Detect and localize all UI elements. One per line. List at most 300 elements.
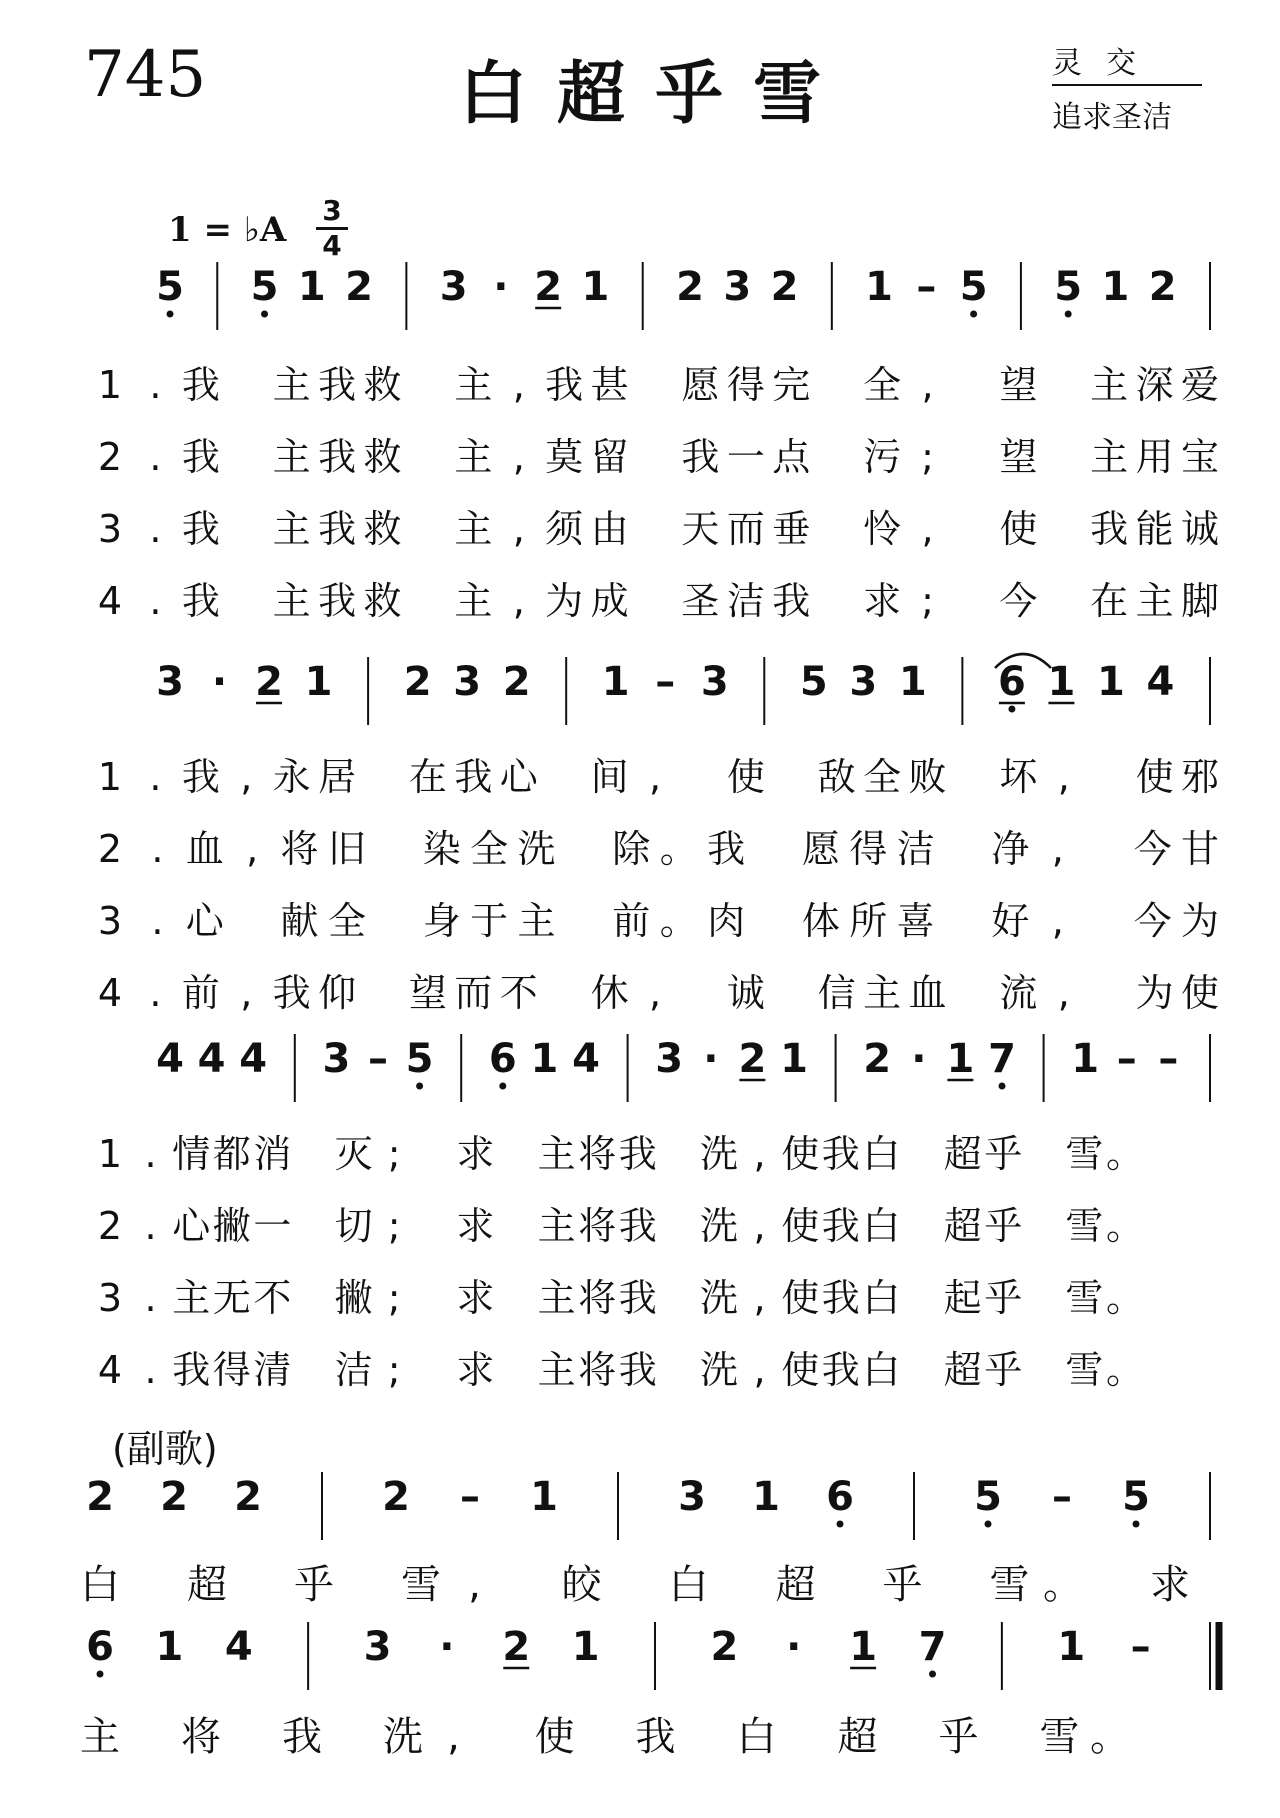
lyric-char: 3	[97, 899, 123, 943]
octave-dot	[416, 1083, 423, 1090]
lyric-char: ,	[921, 507, 934, 551]
note: 5	[405, 1036, 434, 1082]
lyric-char: 愿	[801, 827, 840, 871]
lyric-char: 撇	[334, 1276, 373, 1320]
lyric-char: 我	[181, 755, 220, 799]
lyric-char: 1	[97, 1132, 123, 1176]
lyric-char: 我	[318, 435, 357, 479]
lyric-char: 居	[318, 755, 357, 799]
lyric-char: 心	[499, 755, 538, 799]
lyric-char: 超	[943, 1348, 982, 1392]
lyric-char: 身	[422, 899, 461, 943]
lyric-char: 1	[97, 363, 123, 407]
lyric-char: ,	[1051, 899, 1064, 943]
lyric-char: 喜	[896, 899, 935, 943]
lyric-char: .	[149, 507, 162, 551]
note: 2	[382, 1474, 410, 1520]
lyric-char: 一	[726, 435, 765, 479]
note: ·	[786, 1624, 802, 1670]
lyric-char: 为	[1180, 899, 1220, 943]
note: 5	[1054, 264, 1083, 310]
lyric-char: ,	[512, 435, 525, 479]
lyric-char: 我	[282, 1714, 322, 1760]
note: 3	[156, 659, 184, 705]
lyric-char: 为	[545, 579, 584, 623]
octave-dot	[97, 1671, 104, 1678]
note: 1	[1071, 1036, 1100, 1082]
lyric-char: ,	[512, 507, 525, 551]
lyric-char: ,	[753, 1276, 766, 1320]
lyric-char: 主	[537, 1276, 576, 1320]
lyric-char: 救	[363, 435, 402, 479]
lyric-char: 将	[578, 1204, 617, 1248]
lyric-char: 求	[456, 1132, 495, 1176]
lyric-char: 成	[590, 579, 629, 623]
note: 2	[345, 264, 374, 310]
lyric-char: 全	[863, 755, 902, 799]
note: 4	[572, 1036, 600, 1082]
note: 2	[1148, 264, 1177, 310]
lyric-char: 使	[1135, 755, 1174, 799]
lyric-char: 雪	[1065, 1348, 1104, 1392]
note: –	[368, 1036, 388, 1082]
lyric-char: .	[144, 1348, 157, 1392]
lyric-char: 白	[862, 1132, 901, 1176]
octave-dot	[970, 311, 977, 318]
note: –	[460, 1474, 480, 1520]
lyric-char: 好	[991, 899, 1030, 943]
lyric-char: 使	[1180, 971, 1220, 1015]
lyric-char: ,	[468, 1562, 481, 1608]
note: 5	[959, 264, 988, 310]
lyric-char: 我	[318, 363, 357, 407]
lyric-char: 败	[908, 755, 947, 799]
note: ·	[439, 1624, 455, 1670]
note: –	[916, 264, 937, 310]
lyric-char: 雪	[1039, 1714, 1080, 1760]
lyric-char: 染	[422, 827, 461, 871]
lyric-char: 撇	[212, 1204, 251, 1248]
lyric-char: 我	[181, 507, 220, 551]
note: 4	[156, 1036, 184, 1082]
lyric-char: 救	[363, 507, 402, 551]
lyric-char: 主	[272, 507, 311, 551]
lyric-char: 莫	[545, 435, 584, 479]
lyric-char: 主	[80, 1714, 120, 1760]
lyric-char: 我	[821, 1204, 860, 1248]
note: 3	[723, 264, 752, 310]
lyric-char: 不	[499, 971, 538, 1015]
lyric-char: 污	[863, 435, 902, 479]
lyric-char: 。	[1090, 1714, 1130, 1760]
note: –	[1158, 1036, 1179, 1082]
note: 5	[250, 264, 279, 310]
lyric-char: 主	[517, 899, 556, 943]
note: 3	[439, 264, 468, 310]
lyric-char: 超	[837, 1714, 878, 1760]
lyric-char: 洗	[699, 1276, 739, 1320]
lyric-char: 仰	[318, 971, 357, 1015]
lyric-char: 3	[97, 507, 123, 551]
lyric-char: 我	[772, 579, 811, 623]
lyric-char: ,	[753, 1204, 766, 1248]
note: 1	[1057, 1624, 1086, 1670]
lyric-char: 超	[187, 1562, 227, 1608]
octave-dot	[985, 1521, 992, 1528]
octave-dot	[261, 311, 268, 318]
lyric-char: 主	[454, 435, 493, 479]
lyric-char: 血	[185, 827, 224, 871]
note: 1	[946, 1036, 975, 1082]
lyric-char: 坏	[999, 755, 1038, 799]
lyric-char: 除	[612, 827, 651, 871]
lyric-char: ;	[921, 579, 934, 623]
lyric-char: 净	[991, 827, 1030, 871]
lyric-char: 我	[181, 363, 220, 407]
note: 1	[155, 1624, 184, 1670]
lyric-char: 血	[908, 971, 947, 1015]
lyric-char: 须	[545, 507, 584, 551]
lyric-char: 完	[772, 363, 811, 407]
lyric-char: .	[151, 899, 164, 943]
lyric-char: ,	[648, 971, 662, 1015]
lyric-char: 清	[253, 1348, 292, 1392]
lyric-char: 我	[545, 363, 584, 407]
lyric-char: 得	[726, 363, 765, 407]
lyric-char: 起	[943, 1276, 982, 1320]
lyric-char: 我	[707, 827, 746, 871]
hymn-number: 745	[84, 38, 207, 112]
lyric-char: 乎	[882, 1562, 923, 1608]
lyric-char: 主	[537, 1132, 576, 1176]
note: 3	[453, 659, 482, 705]
note: 3	[678, 1474, 706, 1520]
lyric-char: 2	[97, 435, 123, 479]
lyric-char: 我	[181, 435, 220, 479]
lyric-char: 白	[80, 1562, 120, 1608]
lyric-char: 救	[363, 579, 402, 623]
chorus-label: (副歌)	[112, 1427, 218, 1471]
octave-dot	[499, 1083, 506, 1090]
lyric-char: 前	[612, 899, 651, 943]
lyric-char: ,	[1057, 755, 1070, 799]
note: 2	[534, 264, 563, 310]
note: 2	[502, 659, 531, 705]
lyric-char: 主	[537, 1204, 576, 1248]
note: ·	[911, 1036, 927, 1082]
note: 4	[239, 1036, 268, 1082]
lyric-char: 宝	[1180, 435, 1220, 479]
lyric-char: 我	[618, 1204, 657, 1248]
lyric-char: 乎	[938, 1714, 979, 1760]
lyric-char: 2	[97, 827, 123, 871]
lyric-char: 主	[272, 363, 311, 407]
note: 1	[601, 659, 630, 705]
lyric-char: 将	[578, 1276, 617, 1320]
note: ·	[211, 659, 228, 705]
lyric-char: 主	[272, 435, 311, 479]
note: 2	[160, 1474, 188, 1520]
lyric-char: .	[149, 579, 162, 623]
lyric-char: 洗	[699, 1348, 739, 1392]
lyric-char: 洁	[896, 827, 935, 871]
note: 5	[1122, 1474, 1150, 1520]
lyric-char: 而	[726, 507, 765, 551]
lyric-char: 白	[862, 1348, 901, 1392]
lyric-char: 白	[862, 1276, 901, 1320]
note: 2	[502, 1624, 531, 1670]
lyric-char: 心	[172, 1204, 211, 1248]
lyric-char: 雪	[1065, 1132, 1104, 1176]
lyric-char: 垂	[772, 507, 811, 551]
lyric-char: 休	[590, 971, 629, 1015]
lyric-char: 求	[456, 1348, 495, 1392]
lyric-char: 使	[999, 507, 1038, 551]
octave-dot	[1133, 1521, 1140, 1528]
lyric-char: 甘	[1180, 827, 1220, 871]
lyric-char: 我	[635, 1714, 676, 1760]
note: 1	[571, 1624, 600, 1670]
note: 5	[799, 659, 828, 705]
lyric-char: 消	[253, 1132, 292, 1176]
lyric-char: 洁	[334, 1348, 373, 1392]
lyric-char: 我	[454, 755, 493, 799]
lyric-char: ;	[387, 1132, 401, 1176]
note: 2	[86, 1474, 114, 1520]
time-signature-top: 3	[322, 194, 342, 227]
lyric-char: 洗	[383, 1714, 423, 1760]
note: 1	[530, 1036, 559, 1082]
lyric-char: 使	[781, 1204, 820, 1248]
lyric-char: 得	[212, 1348, 251, 1392]
lyric-char: .	[144, 1132, 157, 1176]
note: 3	[849, 659, 878, 705]
note: 3	[363, 1624, 392, 1670]
note: 4	[197, 1036, 226, 1082]
note: ·	[493, 264, 509, 310]
lyric-char: 一	[253, 1204, 292, 1248]
lyric-char: ,	[1057, 971, 1070, 1015]
lyric-char: ,	[753, 1348, 766, 1392]
lyric-char: 洁	[726, 579, 765, 623]
lyric-char: 使	[726, 755, 765, 799]
lyric-char: .	[149, 971, 162, 1015]
lyric-char: 1	[97, 755, 123, 799]
lyric-char: 。	[1105, 1204, 1145, 1248]
lyric-char: 留	[590, 435, 629, 479]
lyric-char: 我	[821, 1132, 860, 1176]
lyric-char: 求	[456, 1276, 495, 1320]
time-signature-bottom: 4	[322, 229, 342, 262]
lyric-char: 我	[681, 435, 720, 479]
lyric-char: 皎	[561, 1562, 602, 1608]
lyric-char: 使	[781, 1276, 820, 1320]
lyric-char: 无	[212, 1276, 251, 1320]
lyric-char: 情	[172, 1132, 211, 1176]
lyric-char: 雪	[401, 1562, 441, 1608]
octave-dot	[1008, 706, 1015, 713]
lyric-char: 心	[185, 899, 224, 943]
note: 5	[974, 1474, 1002, 1520]
lyric-char: ,	[1051, 827, 1064, 871]
lyric-char: 今	[999, 579, 1038, 623]
lyric-char: 信	[817, 971, 856, 1015]
note: 1	[297, 264, 326, 310]
note: 6	[488, 1036, 517, 1082]
lyric-char: 望	[999, 363, 1038, 407]
lyric-char: 灭	[334, 1132, 373, 1176]
lyric-char: ;	[387, 1204, 401, 1248]
lyric-char: ,	[447, 1714, 460, 1760]
lyric-char: 能	[1135, 507, 1174, 551]
lyric-char: 乎	[984, 1348, 1023, 1392]
lyric-char: 雪	[1065, 1204, 1104, 1248]
lyric-char: 于	[470, 899, 509, 943]
lyric-char: 我	[821, 1348, 860, 1392]
lyric-char: 4	[97, 579, 123, 623]
note: 2	[234, 1474, 262, 1520]
note: 1	[865, 264, 894, 310]
note: 2	[676, 264, 704, 310]
lyric-char: 全	[327, 899, 366, 943]
lyric-char: 在	[408, 755, 447, 799]
lyric-char: 我	[318, 579, 357, 623]
hymn-category: 追求圣洁	[1052, 100, 1172, 135]
lyric-char: ,	[240, 971, 253, 1015]
lyric-char: 。	[1105, 1348, 1145, 1392]
lyric-char: 洗	[699, 1132, 739, 1176]
lyric-char: 。	[659, 827, 698, 871]
lyric-char: 救	[363, 363, 402, 407]
lyric-char: 点	[772, 435, 811, 479]
lyric-char: 求	[1150, 1562, 1190, 1608]
octave-dot	[929, 1671, 936, 1678]
note: 2	[770, 264, 799, 310]
note: –	[1052, 1474, 1072, 1520]
note: 2	[255, 659, 283, 705]
lyric-char: 我	[618, 1276, 657, 1320]
lyric-char: 间	[590, 755, 629, 799]
lyric-char: 主	[272, 579, 311, 623]
lyric-char: 我	[618, 1132, 657, 1176]
octave-dot	[1065, 311, 1072, 318]
lyric-char: 雪	[989, 1562, 1030, 1608]
note: 3	[655, 1036, 684, 1082]
lyric-char: 全	[470, 827, 509, 871]
octave-dot	[837, 1521, 844, 1528]
lyric-char: 乎	[984, 1276, 1023, 1320]
lyric-char: .	[151, 827, 164, 871]
lyric-char: 将	[280, 827, 319, 871]
lyric-char: 在	[1090, 579, 1129, 623]
lyric-char: 天	[681, 507, 720, 551]
lyric-char: 将	[578, 1132, 617, 1176]
lyric-char: 超	[775, 1562, 816, 1608]
lyric-char: 使	[534, 1714, 575, 1760]
lyric-char: 我	[172, 1348, 211, 1392]
lyric-char: 。	[659, 899, 698, 943]
note: 2	[863, 1036, 892, 1082]
lyric-char: 愿	[681, 363, 720, 407]
lyric-char: 将	[578, 1348, 617, 1392]
lyric-char: ,	[512, 363, 525, 407]
lyric-char: 主	[454, 579, 493, 623]
lyric-char: 前	[181, 971, 220, 1015]
lyric-char: 洗	[699, 1204, 739, 1248]
lyric-char: 。	[1043, 1562, 1083, 1608]
lyric-char: 将	[181, 1714, 221, 1760]
note: 6	[997, 659, 1026, 705]
lyric-char: 。	[1105, 1276, 1145, 1320]
lyric-char: 望	[408, 971, 447, 1015]
note: 6	[86, 1624, 114, 1670]
lyric-char: ,	[921, 363, 934, 407]
note: 1	[898, 659, 927, 705]
lyric-char: 主	[863, 971, 902, 1015]
lyric-char: ,	[753, 1132, 766, 1176]
lyric-char: 乎	[984, 1132, 1023, 1176]
lyric-char: 3	[97, 1276, 123, 1320]
lyric-char: ,	[648, 755, 662, 799]
note: 3	[322, 1036, 351, 1082]
lyric-char: .	[149, 435, 162, 479]
lyric-char: 超	[943, 1132, 982, 1176]
lyric-char: 用	[1135, 435, 1174, 479]
lyric-char: 体	[801, 899, 840, 943]
lyric-char: 主	[537, 1348, 576, 1392]
note: 6	[826, 1474, 854, 1520]
lyric-char: 4	[97, 971, 123, 1015]
lyric-char: 怜	[863, 507, 902, 551]
note: ·	[703, 1036, 719, 1082]
lyric-char: 主	[172, 1276, 211, 1320]
lyric-char: 旧	[327, 827, 366, 871]
lyric-char: 主	[1135, 579, 1174, 623]
lyric-char: 我	[272, 971, 311, 1015]
lyric-char: 敌	[817, 755, 856, 799]
lyric-char: ,	[512, 579, 525, 623]
lyric-char: 使	[781, 1132, 820, 1176]
note: 1	[1097, 659, 1125, 705]
note: 1	[752, 1474, 780, 1520]
note: 1	[530, 1474, 558, 1520]
lyric-char: 今	[1133, 827, 1172, 871]
lyric-char: 由	[590, 507, 629, 551]
lyric-char: 主	[1090, 363, 1129, 407]
lyric-char: ;	[387, 1348, 401, 1392]
lyric-char: 切	[334, 1204, 373, 1248]
lyric-char: .	[144, 1276, 157, 1320]
note: 1	[1101, 264, 1130, 310]
lyric-char: 4	[97, 1348, 123, 1392]
lyric-char: 洗	[517, 827, 556, 871]
lyric-char: 我	[318, 507, 357, 551]
lyric-char: 雪	[1065, 1276, 1104, 1320]
hymn-title: 白超乎雪	[458, 55, 851, 134]
lyric-char: ,	[246, 827, 259, 871]
note: 5	[156, 264, 184, 310]
lyric-char: 超	[943, 1204, 982, 1248]
note: 1	[304, 659, 333, 705]
lyric-char: 流	[999, 971, 1038, 1015]
lyric-char: 使	[781, 1348, 820, 1392]
lyric-char: 我	[181, 579, 220, 623]
note: 3	[700, 659, 729, 705]
note: 4	[224, 1624, 253, 1670]
note: 1	[581, 264, 610, 310]
note: 7	[918, 1624, 947, 1670]
lyric-char: ;	[921, 435, 934, 479]
